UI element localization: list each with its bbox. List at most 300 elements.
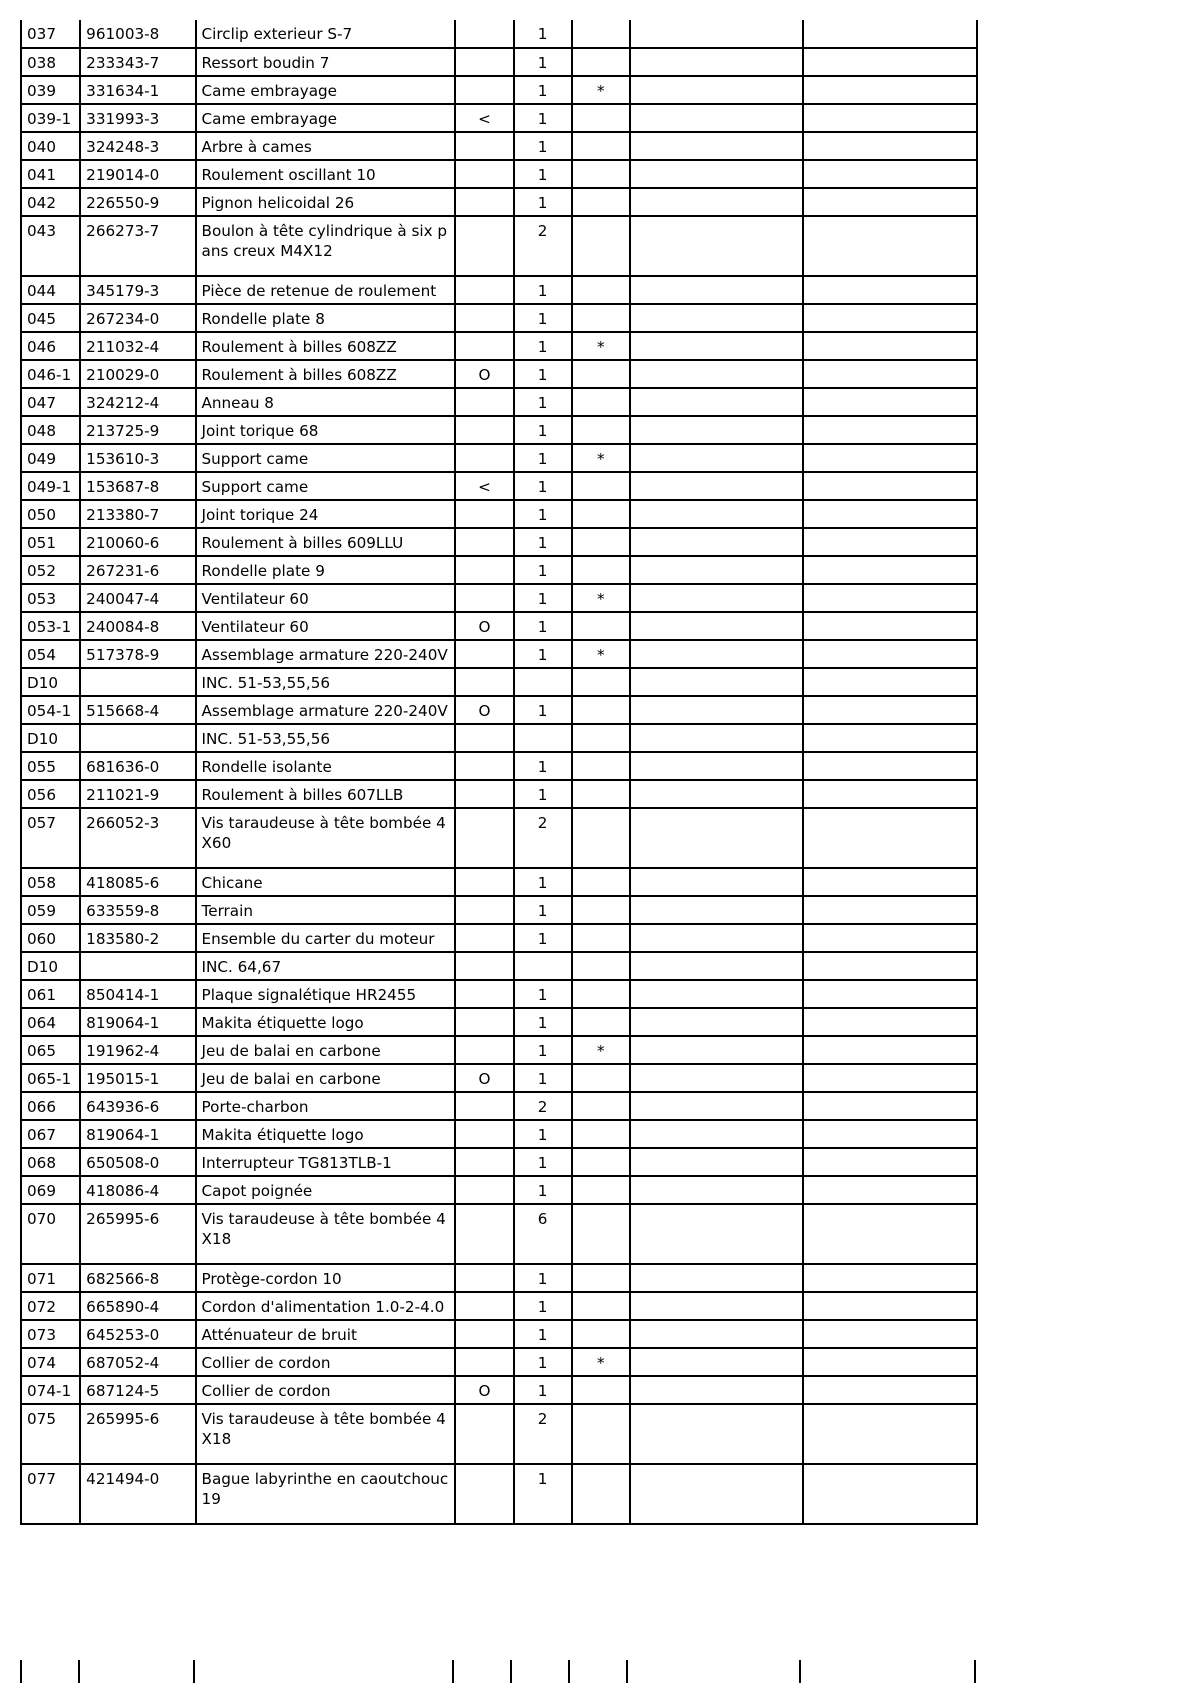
table-row [22,500,977,528]
quantity-cell: 2 [514,808,572,868]
part-number-cell: 266273-7 [80,216,195,276]
empty-cell [803,188,977,216]
item-number-cell: 037 [22,20,80,48]
quantity-cell: 1 [514,1348,572,1376]
mark-cell [572,1064,630,1092]
table-row [22,276,977,304]
empty-cell [630,500,804,528]
table-row [22,1264,977,1292]
quantity-cell: 1 [514,896,572,924]
mark-cell [572,1204,630,1264]
description-cell: Protège-cordon 10 [196,1264,456,1292]
note-cell [455,868,513,896]
mark-cell [572,360,630,388]
note-cell [455,500,513,528]
part-number-cell: 183580-2 [80,924,195,952]
note-cell [455,668,513,696]
empty-cell [630,360,804,388]
item-number-cell: 050 [22,500,80,528]
note-cell [455,160,513,188]
note-cell [455,1292,513,1320]
description-cell: Rondelle isolante [196,752,456,780]
note-cell [455,752,513,780]
mark-cell [572,1120,630,1148]
note-cell [455,980,513,1008]
item-number-cell: 070 [22,1204,80,1264]
note-cell [455,1176,513,1204]
part-number-cell: 240084-8 [80,612,195,640]
mark-cell [572,752,630,780]
empty-cell [803,980,977,1008]
quantity-cell: 1 [514,1148,572,1176]
note-cell [455,216,513,276]
part-number-cell: 331993-3 [80,104,195,132]
empty-cell [803,696,977,724]
part-number-cell: 650508-0 [80,1148,195,1176]
empty-cell [803,724,977,752]
empty-cell [803,1376,977,1404]
item-number-cell: 053-1 [22,612,80,640]
part-number-cell: 643936-6 [80,1092,195,1120]
table-row [22,612,977,640]
part-number-cell: 266052-3 [80,808,195,868]
part-number-cell: 421494-0 [80,1464,195,1524]
part-number-cell: 682566-8 [80,1264,195,1292]
empty-cell [803,1008,977,1036]
empty-cell [630,388,804,416]
description-cell: Chicane [196,868,456,896]
quantity-cell: 1 [514,332,572,360]
table-row [22,1008,977,1036]
item-number-cell: 054-1 [22,696,80,724]
part-number-cell [80,724,195,752]
part-number-cell: 517378-9 [80,640,195,668]
empty-cell [803,500,977,528]
description-cell: Bague labyrinthe en caoutchouc 19 [196,1464,456,1524]
empty-cell [803,868,977,896]
empty-cell [630,188,804,216]
empty-cell [630,780,804,808]
table-row [22,216,977,276]
column-rule [78,1660,80,1683]
quantity-cell: 1 [514,780,572,808]
empty-cell [630,1120,804,1148]
table-row [22,724,977,752]
empty-cell [630,952,804,980]
empty-cell [803,132,977,160]
part-number-cell: 331634-1 [80,76,195,104]
item-number-cell: 052 [22,556,80,584]
column-rule [974,1660,976,1683]
part-number-cell: 265995-6 [80,1204,195,1264]
empty-cell [803,1348,977,1376]
note-cell [455,1348,513,1376]
empty-cell [630,76,804,104]
mark-cell [572,1292,630,1320]
table-continuation [20,1660,976,1683]
item-number-cell: 044 [22,276,80,304]
empty-cell [803,1092,977,1120]
description-cell: Anneau 8 [196,388,456,416]
description-cell: Came embrayage [196,104,456,132]
mark-cell [572,952,630,980]
empty-cell [803,1148,977,1176]
description-cell: Joint torique 68 [196,416,456,444]
quantity-cell: 1 [514,696,572,724]
part-number-cell: 153610-3 [80,444,195,472]
table-row [22,388,977,416]
table-row [22,1348,977,1376]
parts-table [22,20,978,1525]
description-cell: Pignon helicoidal 26 [196,188,456,216]
quantity-cell: 2 [514,216,572,276]
item-number-cell: 074 [22,1348,80,1376]
mark-cell [572,160,630,188]
table-row [22,20,977,48]
mark-cell [572,388,630,416]
item-number-cell: 075 [22,1404,80,1464]
empty-cell [803,1064,977,1092]
quantity-cell: 1 [514,1120,572,1148]
part-number-cell: 213725-9 [80,416,195,444]
description-cell: Vis taraudeuse à tête bombée 4X18 [196,1404,456,1464]
table-row [22,584,977,612]
mark-cell [572,668,630,696]
column-rule [452,1660,454,1683]
part-number-cell: 240047-4 [80,584,195,612]
empty-cell [803,472,977,500]
note-cell [455,1008,513,1036]
description-cell: Vis taraudeuse à tête bombée 4X18 [196,1204,456,1264]
table-row [22,752,977,780]
note-cell [455,20,513,48]
quantity-cell: 1 [514,104,572,132]
quantity-cell: 1 [514,304,572,332]
table-row [22,1204,977,1264]
mark-cell [572,132,630,160]
description-cell: Roulement à billes 608ZZ [196,360,456,388]
note-cell [455,444,513,472]
item-number-cell: 067 [22,1120,80,1148]
part-number-cell: 645253-0 [80,1320,195,1348]
description-cell: Makita étiquette logo [196,1008,456,1036]
empty-cell [803,1320,977,1348]
empty-cell [630,48,804,76]
item-number-cell: 041 [22,160,80,188]
empty-cell [630,104,804,132]
description-cell: Porte-charbon [196,1092,456,1120]
description-cell: Boulon à tête cylindrique à six pans creux M4X12 [196,216,456,276]
column-rule [20,1660,22,1683]
note-cell [455,1092,513,1120]
note-cell [455,132,513,160]
mark-cell [572,216,630,276]
empty-cell [630,160,804,188]
item-number-cell: 066 [22,1092,80,1120]
item-number-cell: 065 [22,1036,80,1064]
part-number-cell: 267231-6 [80,556,195,584]
quantity-cell: 1 [514,1292,572,1320]
empty-cell [803,1204,977,1264]
note-cell: < [455,472,513,500]
description-cell: INC. 51-53,55,56 [196,724,456,752]
mark-cell [572,304,630,332]
item-number-cell: 048 [22,416,80,444]
quantity-cell [514,952,572,980]
empty-cell [630,1008,804,1036]
empty-cell [803,1464,977,1524]
note-cell [455,528,513,556]
note-cell [455,896,513,924]
description-cell: Cordon d'alimentation 1.0-2-4.0 [196,1292,456,1320]
part-number-cell: 153687-8 [80,472,195,500]
note-cell: O [455,1064,513,1092]
column-rule [568,1660,570,1683]
empty-cell [803,76,977,104]
empty-cell [803,528,977,556]
item-number-cell: 073 [22,1320,80,1348]
mark-cell [572,980,630,1008]
table-row [22,1036,977,1064]
description-cell: Roulement à billes 609LLU [196,528,456,556]
empty-cell [630,752,804,780]
table-row [22,104,977,132]
empty-cell [803,896,977,924]
note-cell [455,332,513,360]
empty-cell [803,360,977,388]
table-row [22,640,977,668]
note-cell [455,780,513,808]
mark-cell [572,1264,630,1292]
quantity-cell: 1 [514,1036,572,1064]
empty-cell [630,1320,804,1348]
quantity-cell: 1 [514,276,572,304]
quantity-cell: 1 [514,556,572,584]
mark-cell [572,924,630,952]
empty-cell [803,1264,977,1292]
table-row [22,980,977,1008]
table-row [22,868,977,896]
quantity-cell: 1 [514,1176,572,1204]
table-row [22,696,977,724]
table-row [22,1404,977,1464]
empty-cell [630,276,804,304]
note-cell [455,924,513,952]
description-cell: Collier de cordon [196,1348,456,1376]
item-number-cell: 046-1 [22,360,80,388]
empty-cell [630,556,804,584]
quantity-cell: 1 [514,132,572,160]
quantity-cell: 1 [514,752,572,780]
table-row [22,76,977,104]
empty-cell [630,1264,804,1292]
part-number-cell: 226550-9 [80,188,195,216]
note-cell [455,388,513,416]
description-cell: Jeu de balai en carbone [196,1064,456,1092]
item-number-cell: D10 [22,668,80,696]
empty-cell [803,1404,977,1464]
mark-cell [572,724,630,752]
empty-cell [803,1036,977,1064]
quantity-cell: 1 [514,1320,572,1348]
table-row [22,188,977,216]
quantity-cell: 1 [514,500,572,528]
empty-cell [630,1036,804,1064]
description-cell: Makita étiquette logo [196,1120,456,1148]
empty-cell [803,668,977,696]
item-number-cell: 051 [22,528,80,556]
quantity-cell: 1 [514,388,572,416]
empty-cell [630,896,804,924]
note-cell [455,724,513,752]
table-row [22,668,977,696]
empty-cell [803,556,977,584]
table-row [22,132,977,160]
quantity-cell: 6 [514,1204,572,1264]
note-cell: O [455,1376,513,1404]
item-number-cell: 047 [22,388,80,416]
part-number-cell: 515668-4 [80,696,195,724]
part-number-cell: 681636-0 [80,752,195,780]
part-number-cell: 267234-0 [80,304,195,332]
note-cell [455,1036,513,1064]
table-row [22,1320,977,1348]
empty-cell [630,20,804,48]
empty-cell [803,584,977,612]
empty-cell [803,780,977,808]
mark-cell [572,188,630,216]
mark-cell [572,1008,630,1036]
description-cell: Roulement à billes 608ZZ [196,332,456,360]
item-number-cell: 064 [22,1008,80,1036]
empty-cell [803,640,977,668]
parts-table-body [22,20,977,1524]
mark-cell [572,472,630,500]
empty-cell [630,444,804,472]
mark-cell: * [572,444,630,472]
quantity-cell: 1 [514,48,572,76]
description-cell: Ressort boudin 7 [196,48,456,76]
note-cell [455,584,513,612]
description-cell: Ventilateur 60 [196,612,456,640]
quantity-cell: 1 [514,1264,572,1292]
empty-cell [630,1348,804,1376]
part-number-cell: 418086-4 [80,1176,195,1204]
mark-cell [572,1092,630,1120]
empty-cell [630,332,804,360]
quantity-cell: 1 [514,472,572,500]
table-row [22,556,977,584]
part-number-cell: 687052-4 [80,1348,195,1376]
table-row [22,1148,977,1176]
mark-cell [572,1376,630,1404]
part-number-cell: 819064-1 [80,1120,195,1148]
part-number-cell [80,668,195,696]
empty-cell [803,216,977,276]
description-cell: Arbre à cames [196,132,456,160]
quantity-cell: 1 [514,584,572,612]
description-cell: INC. 64,67 [196,952,456,980]
mark-cell [572,556,630,584]
empty-cell [803,924,977,952]
item-number-cell: 061 [22,980,80,1008]
empty-cell [630,808,804,868]
quantity-cell: 1 [514,360,572,388]
description-cell: Support came [196,472,456,500]
item-number-cell: 060 [22,924,80,952]
description-cell: Ventilateur 60 [196,584,456,612]
quantity-cell: 2 [514,1092,572,1120]
quantity-cell: 2 [514,1404,572,1464]
table-row [22,332,977,360]
part-number-cell: 219014-0 [80,160,195,188]
description-cell: Came embrayage [196,76,456,104]
parts-list-page [20,20,978,1525]
column-rule [799,1660,801,1683]
mark-cell [572,612,630,640]
note-cell [455,76,513,104]
empty-cell [630,1092,804,1120]
item-number-cell: 071 [22,1264,80,1292]
table-row [22,896,977,924]
description-cell: Assemblage armature 220-240V [196,640,456,668]
part-number-cell: 324212-4 [80,388,195,416]
empty-cell [803,104,977,132]
quantity-cell: 1 [514,188,572,216]
table-row [22,528,977,556]
item-number-cell: 053 [22,584,80,612]
description-cell: Vis taraudeuse à tête bombée 4X60 [196,808,456,868]
note-cell [455,1264,513,1292]
item-number-cell: 056 [22,780,80,808]
description-cell: Ensemble du carter du moteur [196,924,456,952]
quantity-cell: 1 [514,160,572,188]
mark-cell [572,528,630,556]
empty-cell [630,668,804,696]
empty-cell [630,724,804,752]
empty-cell [803,332,977,360]
empty-cell [630,1404,804,1464]
item-number-cell: 074-1 [22,1376,80,1404]
note-cell [455,188,513,216]
mark-cell [572,416,630,444]
description-cell: Roulement oscillant 10 [196,160,456,188]
note-cell [455,952,513,980]
table-row [22,1376,977,1404]
note-cell [455,304,513,332]
item-number-cell: 065-1 [22,1064,80,1092]
mark-cell [572,808,630,868]
note-cell [455,1120,513,1148]
table-row [22,1464,977,1524]
part-number-cell: 211032-4 [80,332,195,360]
empty-cell [630,304,804,332]
table-row [22,416,977,444]
mark-cell: * [572,332,630,360]
description-cell: Roulement à billes 607LLB [196,780,456,808]
mark-cell: * [572,640,630,668]
empty-cell [803,752,977,780]
part-number-cell: 233343-7 [80,48,195,76]
part-number-cell: 195015-1 [80,1064,195,1092]
mark-cell [572,1464,630,1524]
part-number-cell: 850414-1 [80,980,195,1008]
mark-cell [572,276,630,304]
item-number-cell: 042 [22,188,80,216]
empty-cell [630,1176,804,1204]
part-number-cell: 418085-6 [80,868,195,896]
empty-cell [803,808,977,868]
